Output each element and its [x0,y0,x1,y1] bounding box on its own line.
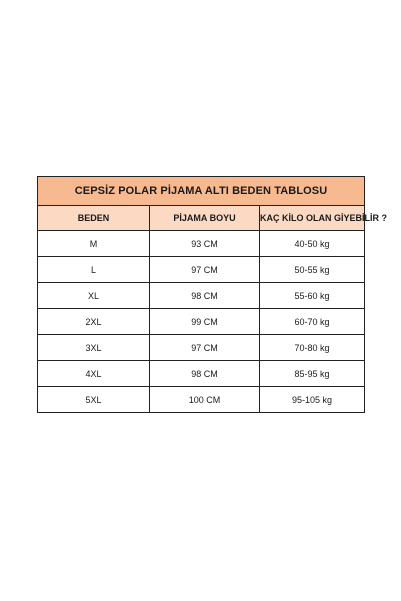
weight-cell: 60-70 kg [260,309,365,335]
header-row [38,206,365,231]
size-cell: M [38,231,150,257]
column-header-size: BEDEN [38,206,150,231]
weight-cell: 70-80 kg [260,335,365,361]
size-cell: L [38,257,150,283]
length-cell: 98 CM [150,361,260,387]
length-cell: 99 CM [150,309,260,335]
weight-cell: 40-50 kg [260,231,365,257]
weight-cell: 95-105 kg [260,387,365,413]
table-title: CEPSİZ POLAR PİJAMA ALTI BEDEN TABLOSU [38,177,365,206]
column-header-pajama-length: PİJAMA BOYU [150,206,260,231]
table-row [38,361,365,387]
length-cell: 98 CM [150,283,260,309]
title-row [38,177,365,206]
table-row [38,257,365,283]
size-cell: 2XL [38,309,150,335]
weight-cell: 50-55 kg [260,257,365,283]
length-cell: 93 CM [150,231,260,257]
length-cell: 100 CM [150,387,260,413]
size-cell: 3XL [38,335,150,361]
table-row [38,335,365,361]
table-row [38,231,365,257]
table-row [38,387,365,413]
column-header-weight-range: KAÇ KİLO OLAN GİYEBİLİR ? [260,206,365,231]
table-row [38,283,365,309]
size-chart-table [37,176,387,413]
size-cell: XL [38,283,150,309]
length-cell: 97 CM [150,257,260,283]
size-cell: 4XL [38,361,150,387]
size-cell: 5XL [38,387,150,413]
table-row [38,309,365,335]
length-cell: 97 CM [150,335,260,361]
weight-cell: 85-95 kg [260,361,365,387]
weight-cell: 55-60 kg [260,283,365,309]
